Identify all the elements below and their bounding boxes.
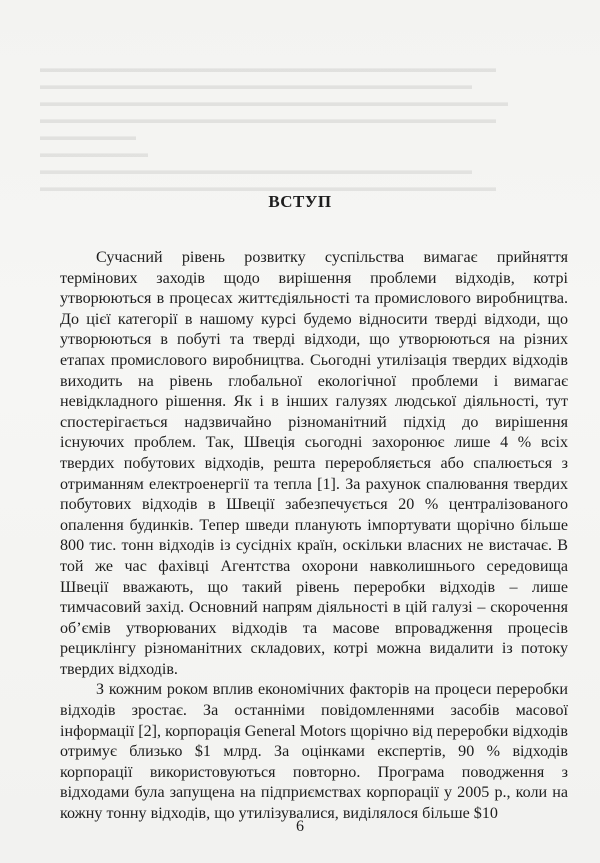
section-heading: ВСТУП: [268, 192, 332, 211]
body-text: [60, 248, 568, 825]
paragraph: З кожним роком вплив економічних факторів на процеси переробки відходів зростає. За останніми повідомленнями засобів масової інформації [2], корпорація General Motors щорічно від переробки відходів отримує близько $1 млрд. За оцінками експертів, 90 % відходів корпорації використовуються повторно. Програма поводження з відходами була запущена на підприємствах корпорації у 2005 р., коли на кожну тонну відходів, що утилізувалися, виділялося більше $10: [60, 681, 568, 823]
show-through-text: ▬▬▬▬▬▬▬▬▬▬▬▬▬▬▬▬▬▬▬▬▬▬▬▬▬▬▬▬▬▬▬▬▬▬▬▬▬▬ ▬▬▬▬▬▬▬▬▬▬▬▬▬▬▬▬▬▬▬▬▬▬▬▬▬▬▬▬▬▬▬▬▬▬▬▬ ▬▬▬▬▬▬▬▬▬▬▬▬▬▬▬▬▬▬▬▬▬▬▬▬▬▬▬▬▬▬▬▬▬▬▬▬▬▬▬ ▬▬▬▬▬▬▬▬▬▬▬▬▬▬▬▬▬▬▬▬▬▬▬▬▬▬▬▬▬▬▬▬▬▬▬▬▬▬ ▬▬▬▬▬▬▬▬ ▬▬▬▬▬▬▬▬▬ ▬▬▬▬▬▬▬▬▬▬▬▬▬▬▬▬▬▬▬▬▬▬▬▬▬▬▬▬▬▬▬▬▬▬▬▬ ▬▬▬▬▬▬▬▬▬▬▬▬▬▬▬▬▬▬▬▬▬▬▬▬▬▬▬▬▬▬▬▬▬▬▬▬▬▬: [40, 61, 508, 194]
page-number: 6: [296, 818, 304, 835]
paragraph: Сучасний рівень розвитку суспільства вимагає прийняття термінових заходів щодо вирішення проблеми відходів, котрі утворюються в процесах життєдіяльності та промислового виробництва. До цієї категорії в нашому курсі будемо відносити тверді відходи, що утворюються в побуті та тверді відходи, що утворюються на різних етапах промислового виробництва. Сьогодні утилізація твердих відходів виходить на рівень глобальної екологічної проблеми і вимагає невідкладного рішення. Як і в інших галузях людської діяльності, тут спостерігається надзвичайно різноманітний підхід до вирішення існуючих проблем. Так, Швеція сьогодні захоронює лише 4 % всіх твердих побутових відходів, решта переробляється або спалюється з отриманням електроенергії та тепла [1]. За рахунок спалювання твердих побутових відходів в Швеції забезпечується 20 % централізованого опалення будинків. Тепер шведи планують імпортувати щорічно більше 800 тис. тонн відходів із сусідніх країн, оскільки власних не вистачає. В той же час фахівці Агентства охорони навколишнього середовища Швеції вважають, що такий рівень переробки відходів – лише тимчасовий захід. Основний напрям діяльності в цій галузі – скорочення об’ємів утворюваних відходів та масове впровадження процесів рециклінгу різноманітних складових, котрі можна видалити із потоку твердих відходів.: [60, 249, 568, 678]
